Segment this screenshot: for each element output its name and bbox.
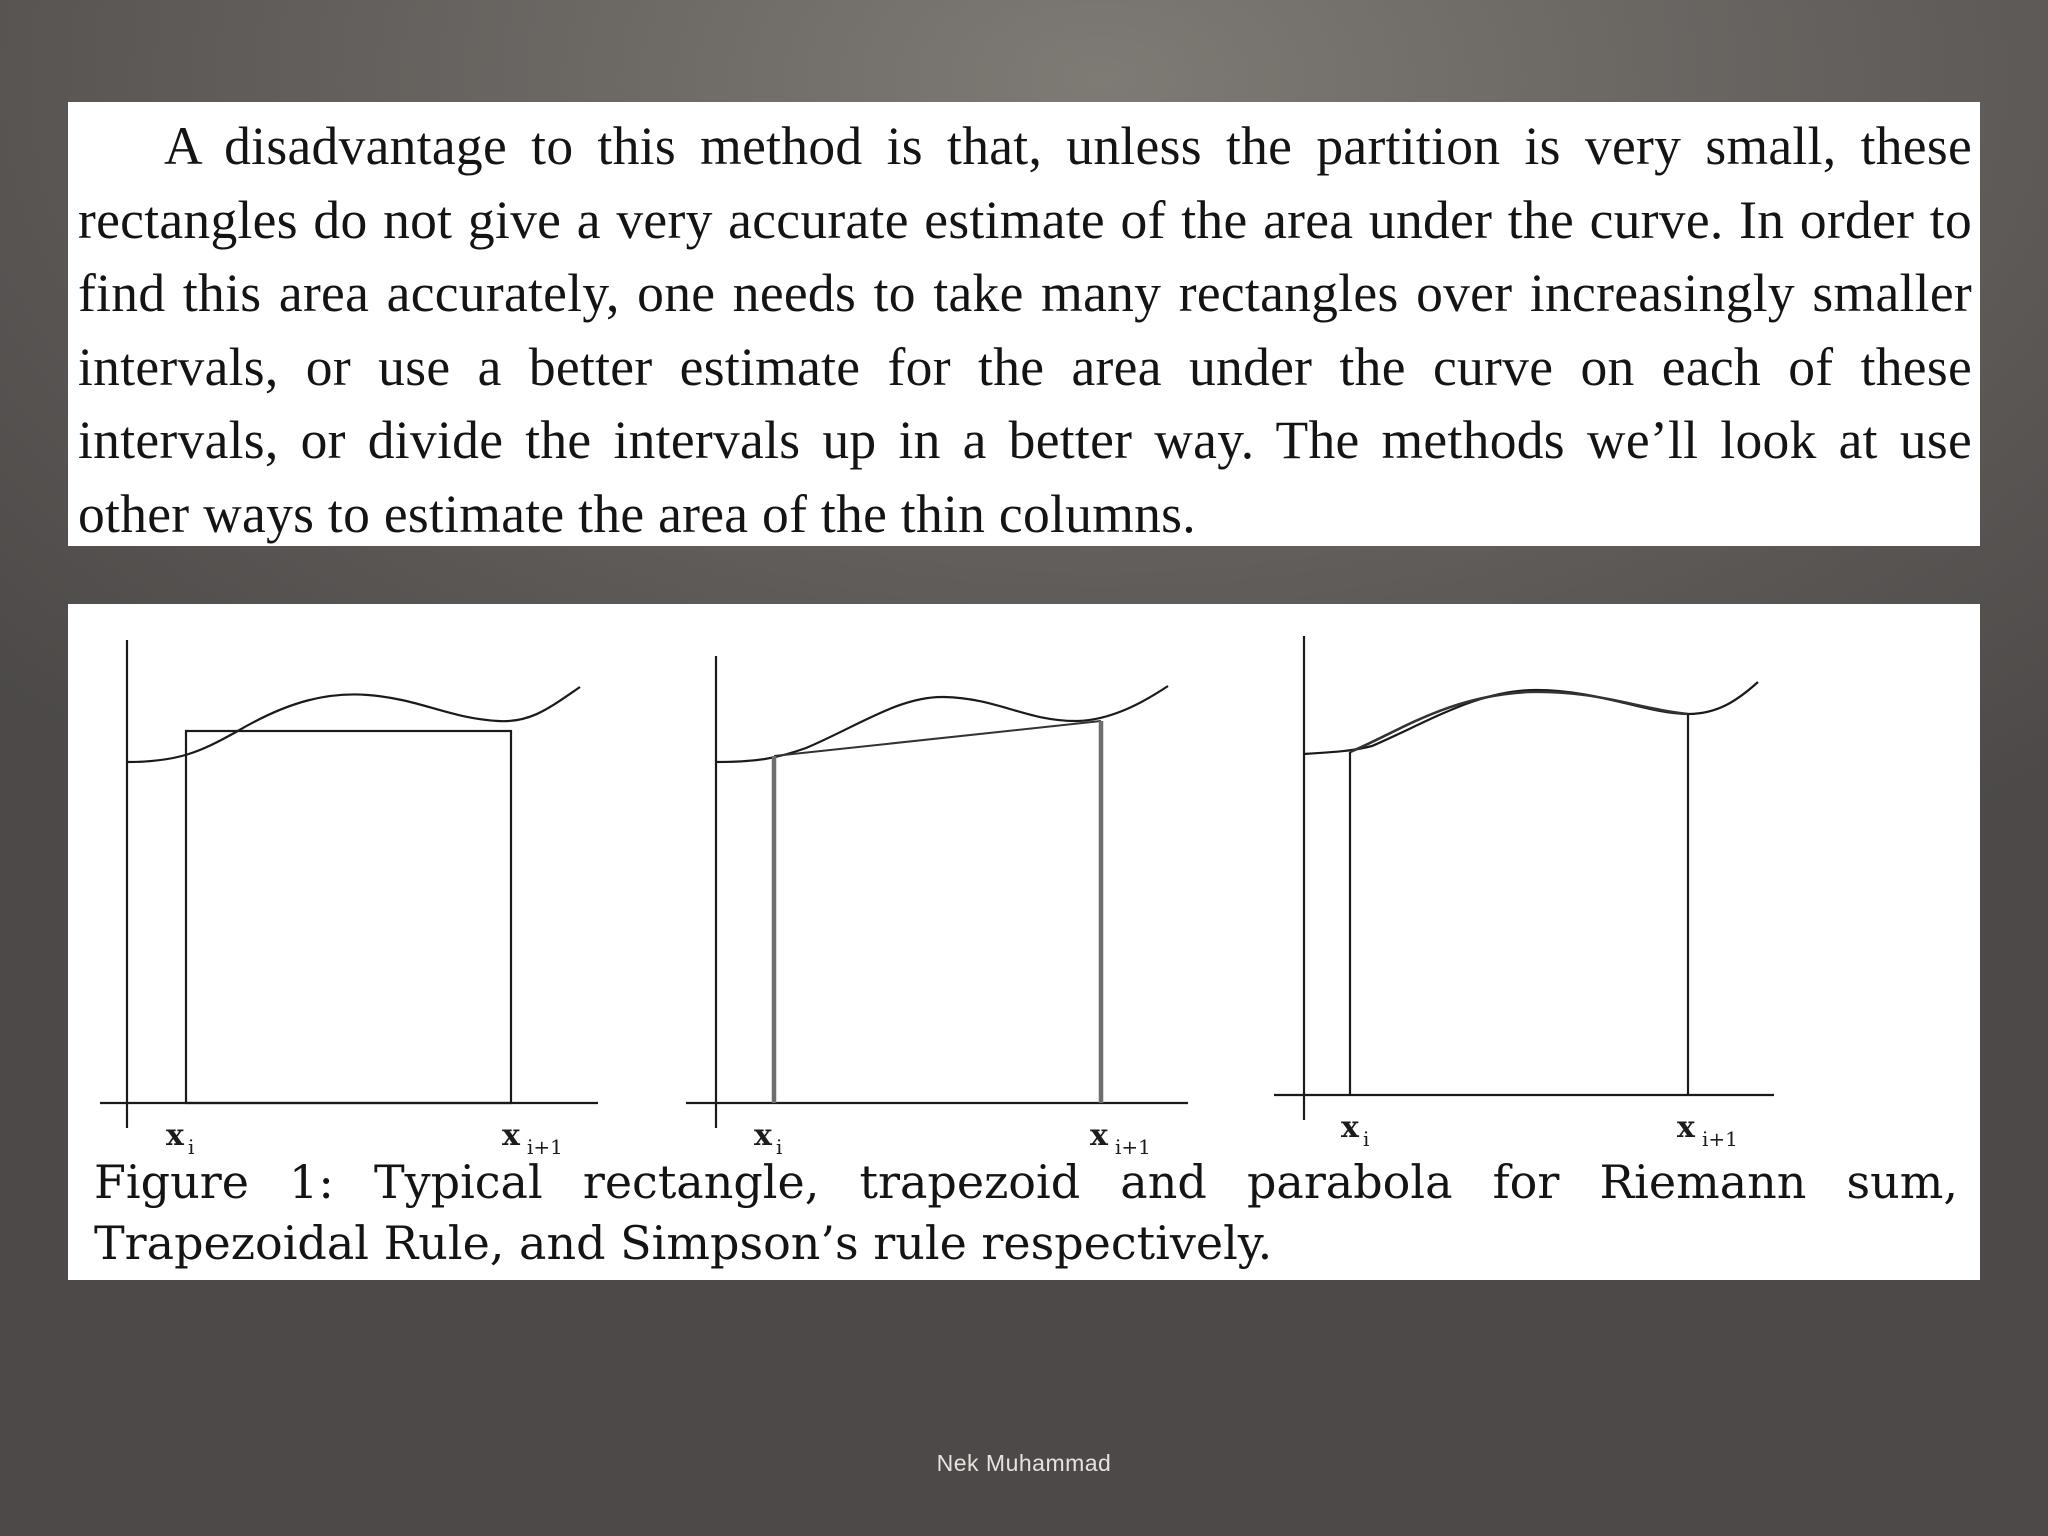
figure-diagrams (68, 604, 1980, 1164)
trapezoid-xi1-label: x (1090, 1118, 1108, 1153)
rectangle-xi1-subscript: i+1 (527, 1135, 563, 1159)
trapezoid-xi-subscript: i (776, 1135, 783, 1159)
rectangle-shape (186, 731, 511, 1103)
parabola-tick-labels (1341, 1110, 1738, 1151)
figure-panel (68, 604, 1980, 1280)
trapezoid-top-edge (774, 721, 1101, 756)
trapezoid-diagram (686, 656, 1188, 1128)
rectangle-xi-subscript: i (188, 1135, 195, 1159)
trapezoid-xi1-subscript: i+1 (1115, 1135, 1151, 1159)
parabola-xi-label: x (1341, 1110, 1359, 1145)
footer-author: Nek Muhammad (936, 1450, 1112, 1476)
parabola-xi-subscript: i (1363, 1127, 1370, 1151)
parabola-xi1-label: x (1677, 1110, 1695, 1145)
figure-caption: Figure 1: Typical rectangle, trapezoid and parabola for Riemann sum, Trapezoidal Rule, and Simpson’s rule respectively. (94, 1155, 1958, 1270)
trapezoid-xi-label: x (754, 1118, 772, 1153)
rectangle-xi1-label: x (502, 1118, 520, 1153)
parabola-xi1-subscript: i+1 (1702, 1127, 1738, 1151)
parabola-arc (1350, 692, 1688, 752)
body-paragraph: A disadvantage to this method is that, unless the partition is very small, these rectangles do not give a very accurate estimate of the area under the curve. In order to find this area accurately, one needs to take many rectangles over increasingly smaller intervals, or use a better estimate for the area under the curve on each of these intervals, or divide the intervals up in a better way. The methods we’ll look at use other ways to estimate the area of the thin columns. (78, 116, 1972, 544)
parabola-diagram (1274, 636, 1774, 1120)
text-panel (68, 102, 1980, 546)
rectangle-xi-label: x (166, 1118, 184, 1153)
rectangle-diagram (100, 640, 598, 1128)
